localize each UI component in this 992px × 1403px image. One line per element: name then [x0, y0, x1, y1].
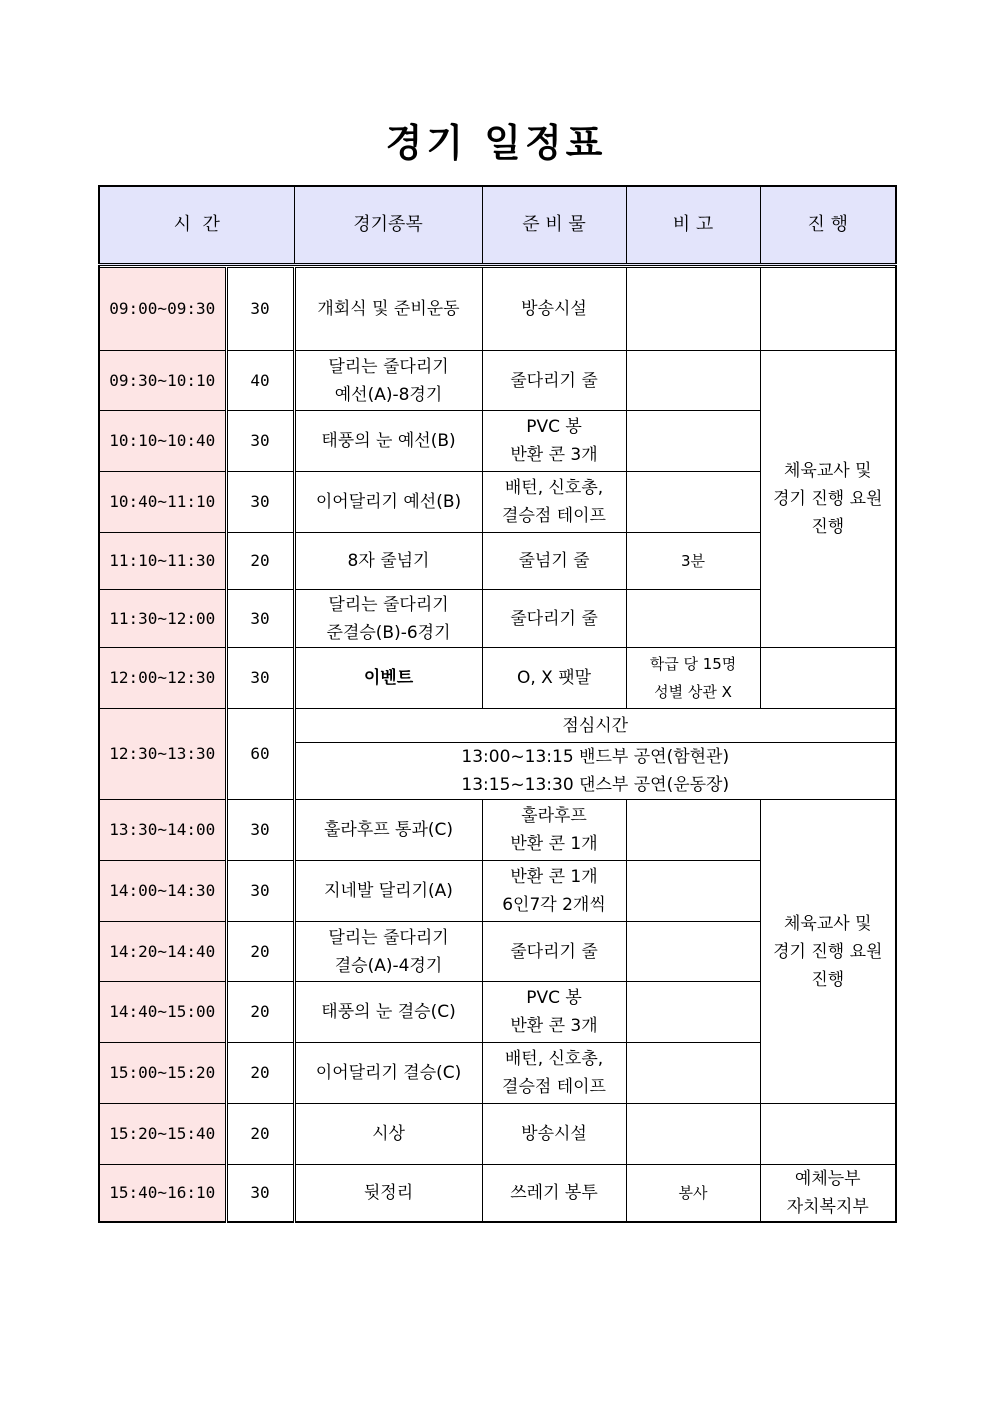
note-cell [626, 1043, 760, 1104]
note-cell: 3분 [626, 533, 760, 590]
supplies-cell [482, 411, 626, 472]
time-cell: 12:00~12:30 [99, 648, 226, 709]
progress-line-3: 진행 [811, 517, 845, 537]
supplies-line-2: 6인7각 2개씩 [502, 895, 606, 915]
time-cell: 13:30~14:00 [99, 800, 226, 861]
supplies-cell [482, 800, 626, 861]
time-cell: 10:40~11:10 [99, 472, 226, 533]
time-cell: 09:30~10:10 [99, 351, 226, 411]
progress-line-1: 체육교사 및 [784, 461, 872, 481]
supplies-cell [482, 472, 626, 533]
event-cell: 뒷정리 [294, 1165, 482, 1223]
minutes-cell: 60 [226, 709, 294, 800]
supplies-line-2: 결승점 테이프 [502, 1077, 606, 1097]
supplies-cell: 쓰레기 봉투 [482, 1165, 626, 1223]
header-progress: 진 행 [760, 186, 896, 265]
event-cell [294, 922, 482, 982]
event-cell: 태풍의 눈 결승(C) [294, 982, 482, 1043]
page-title: 경기 일정표 [385, 121, 607, 165]
supplies-cell: 줄다리기 줄 [482, 590, 626, 648]
supplies-cell: O, X 팻말 [482, 648, 626, 709]
performance-cell [294, 743, 896, 800]
progress-cell [760, 648, 896, 709]
minutes-cell: 30 [226, 648, 294, 709]
note-cell [626, 268, 760, 351]
table-row [99, 648, 896, 709]
note-cell [626, 922, 760, 982]
progress-line-1: 예체능부 [794, 1169, 861, 1189]
event-line-1: 달리는 줄다리기 [328, 927, 449, 948]
supplies-line-1: 반환 콘 1개 [510, 867, 598, 887]
supplies-line-2: 반환 콘 1개 [510, 834, 598, 854]
event-cell: 시상 [294, 1104, 482, 1165]
minutes-cell: 40 [226, 351, 294, 411]
note-cell [626, 982, 760, 1043]
progress-line-3: 진행 [811, 969, 845, 990]
lunch-cell: 점심시간 [294, 709, 896, 743]
minutes-cell: 30 [226, 861, 294, 922]
supplies-cell: 줄넘기 줄 [482, 533, 626, 590]
supplies-line-2: 결승점 테이프 [502, 506, 606, 526]
event-cell: 훌라후프 통과(C) [294, 800, 482, 861]
supplies-cell [482, 861, 626, 922]
note-line-2: 성별 상관 X [654, 683, 732, 701]
minutes-cell: 20 [226, 1043, 294, 1104]
supplies-cell [482, 1043, 626, 1104]
minutes-cell: 20 [226, 922, 294, 982]
event-cell: 8자 줄넘기 [294, 533, 482, 590]
note-cell [626, 472, 760, 533]
table-row [99, 800, 896, 861]
performance-line-2: 13:15~13:30 댄스부 공연(운동장) [461, 775, 730, 795]
note-cell: 봉사 [626, 1165, 760, 1223]
supplies-line-1: 배턴, 신호총, [504, 478, 604, 498]
minutes-cell: 20 [226, 1104, 294, 1165]
table-row [99, 268, 896, 351]
note-cell [626, 590, 760, 648]
event-cell: 이어달리기 예선(B) [294, 472, 482, 533]
progress-cell [760, 1165, 896, 1223]
progress-group-cell [760, 351, 896, 648]
note-cell [626, 800, 760, 861]
header-time: 시 간 [99, 186, 294, 265]
event-line-2: 결승(A)-4경기 [334, 955, 443, 976]
minutes-cell: 20 [226, 982, 294, 1043]
progress-line-1: 체육교사 및 [784, 913, 872, 934]
time-cell: 11:10~11:30 [99, 533, 226, 590]
supplies-cell [482, 982, 626, 1043]
minutes-cell: 30 [226, 411, 294, 472]
minutes-cell: 20 [226, 533, 294, 590]
time-cell: 14:20~14:40 [99, 922, 226, 982]
note-cell [626, 861, 760, 922]
supplies-cell: 방송시설 [482, 268, 626, 351]
header-note: 비 고 [626, 186, 760, 265]
event-line-2: 예선(A)-8경기 [334, 384, 443, 405]
note-cell [626, 1104, 760, 1165]
note-cell [626, 411, 760, 472]
table-row [99, 1104, 896, 1165]
note-line-1: 학급 당 15명 [649, 655, 737, 673]
table-row [99, 709, 896, 743]
event-cell: 이어달리기 결승(C) [294, 1043, 482, 1104]
note-cell [626, 351, 760, 411]
time-cell: 14:00~14:30 [99, 861, 226, 922]
header-row [99, 186, 896, 265]
event-line-1: 달리는 줄다리기 [328, 594, 449, 615]
supplies-line-2: 반환 콘 3개 [510, 1016, 598, 1036]
progress-cell [760, 1104, 896, 1165]
time-cell: 15:00~15:20 [99, 1043, 226, 1104]
table-row [99, 351, 896, 411]
supplies-cell: 줄다리기 줄 [482, 351, 626, 411]
minutes-cell: 30 [226, 1165, 294, 1223]
minutes-cell: 30 [226, 472, 294, 533]
supplies-cell: 줄다리기 줄 [482, 922, 626, 982]
event-cell: 개회식 및 준비운동 [294, 268, 482, 351]
supplies-line-1: PVC 봉 [526, 417, 582, 437]
header-event: 경기종목 [294, 186, 482, 265]
note-cell [626, 648, 760, 709]
supplies-line-1: 훌라후프 [521, 806, 587, 826]
time-cell: 11:30~12:00 [99, 590, 226, 648]
time-cell: 15:20~15:40 [99, 1104, 226, 1165]
supplies-line-2: 반환 콘 3개 [510, 445, 598, 465]
time-cell: 14:40~15:00 [99, 982, 226, 1043]
progress-line-2: 경기 진행 요원 [773, 941, 883, 962]
minutes-cell: 30 [226, 268, 294, 351]
supplies-cell: 방송시설 [482, 1104, 626, 1165]
supplies-line-1: 배턴, 신호총, [504, 1049, 604, 1069]
event-line-2: 준결승(B)-6경기 [326, 622, 451, 643]
supplies-line-1: PVC 봉 [526, 988, 582, 1008]
progress-cell [760, 268, 896, 351]
event-cell: 이벤트 [294, 648, 482, 709]
progress-group-cell [760, 800, 896, 1104]
time-cell: 12:30~13:30 [99, 709, 226, 800]
progress-line-2: 자치복지부 [786, 1197, 869, 1217]
event-line-1: 달리는 줄다리기 [328, 356, 449, 377]
time-cell: 09:00~09:30 [99, 268, 226, 351]
event-cell: 태풍의 눈 예선(B) [294, 411, 482, 472]
minutes-cell: 30 [226, 590, 294, 648]
event-cell [294, 590, 482, 648]
event-cell: 지네발 달리기(A) [294, 861, 482, 922]
schedule-table [98, 185, 897, 1223]
header-supplies: 준 비 물 [482, 186, 626, 265]
event-cell [294, 351, 482, 411]
performance-line-1: 13:00~13:15 밴드부 공연(함현관) [461, 747, 730, 767]
time-cell: 10:10~10:40 [99, 411, 226, 472]
time-cell: 15:40~16:10 [99, 1165, 226, 1223]
progress-line-2: 경기 진행 요원 [773, 489, 883, 509]
minutes-cell: 30 [226, 800, 294, 861]
table-row [99, 1165, 896, 1223]
